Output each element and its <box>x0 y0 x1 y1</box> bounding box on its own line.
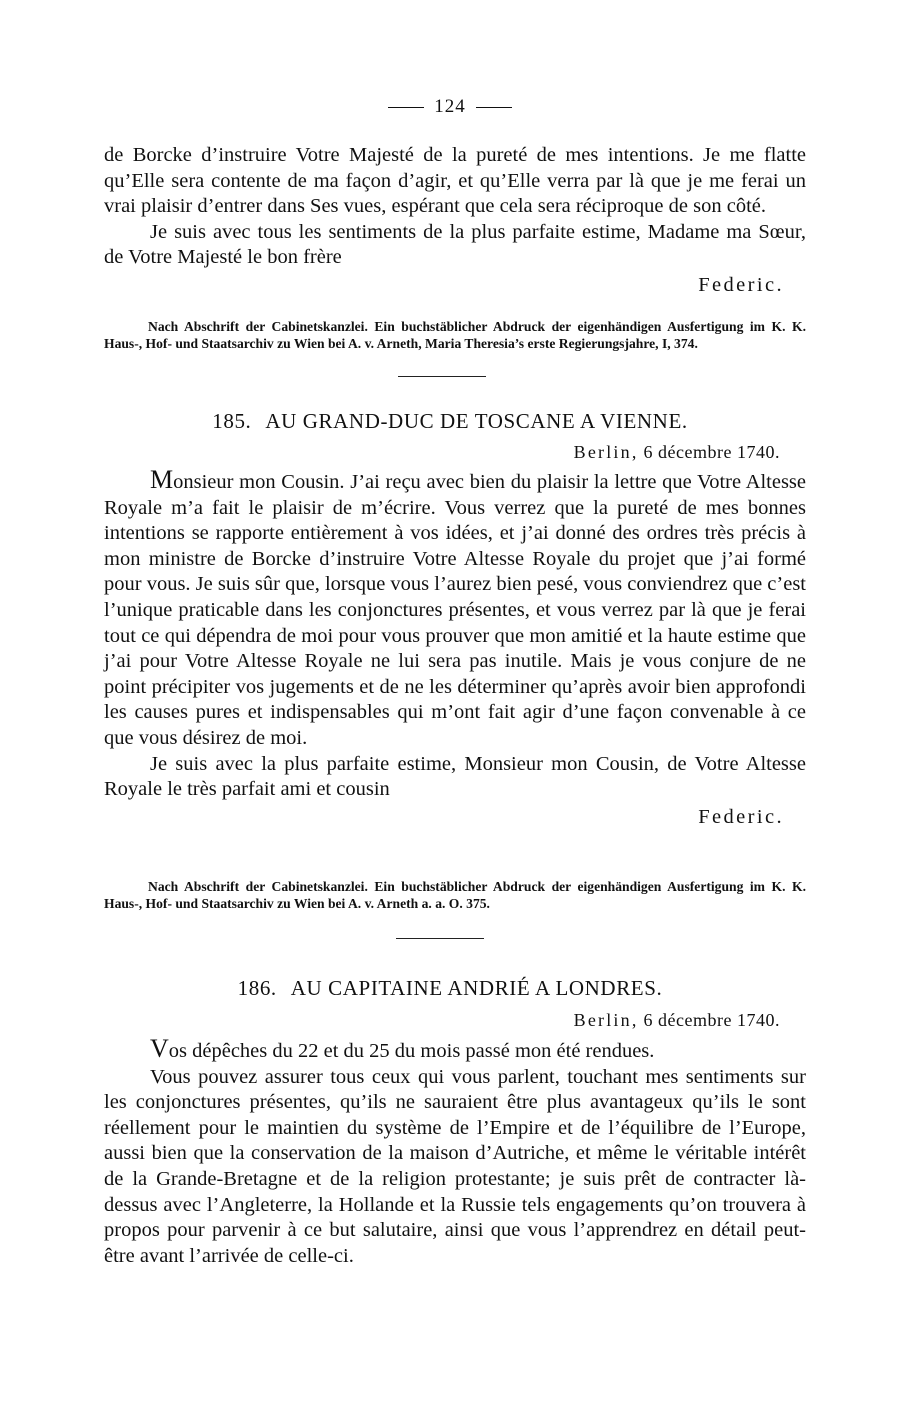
letter-185-date: 6 décembre 1740. <box>643 442 780 462</box>
letter-185-place: Berlin, <box>573 442 639 462</box>
letter-185-heading <box>0 409 900 434</box>
letter-186-initial: V <box>150 1034 169 1063</box>
letter-186-dateline <box>574 1010 780 1031</box>
letter-186-paragraph-1 <box>104 1036 806 1065</box>
letter-184-paragraph: de Borcke d’instruire Votre Majesté de la pureté de mes intentions. Je me flatte qu’Elle sera contente de ma façon d’agir, et qu’Elle verra par là que je me ferai un vrai plaisir d’entrer dans Ses vues, espérant que cela sera réciproque de son côté. <box>104 144 806 218</box>
letter-185-initial: M <box>150 465 174 494</box>
page-number-text: 124 <box>434 96 466 117</box>
letter-184-signature: Federic. <box>698 273 784 296</box>
letter-185-closing <box>104 752 806 831</box>
letter-185-paragraph-text: onsieur mon Cousin. J’ai reçu avec bien du plaisir la lettre que Votre Altesse Royale m’a fait le plaisir de m’écrire. Vous verrez que la pureté de mes bonnes intentions se rapporte entièrement à vos idées, et j’ai donné des ordres très précis à mon ministre de Borcke d’instruire Votre Altesse Royale du projet que j’ai formé pour vous. Je suis sûr que, lorsque vous l’aurez bien pesé, vous conviendrez que c’est l’unique praticable dans les conjonctures présentes, et vous verrez par là que je ferai tout ce qui dépendra de moi pour vous prouver que mon amitié et la haute estime que j’ai pour Votre Altesse Royale ne lui sera pas inutile. Mais je vous conjure de ne point précipiter vos jugements et de ne les déterminer qu’après avoir bien approfondi les causes pures et indispensables qui m’ont fait agir d’une façon convenable à ce que vous désirez de moi. <box>104 471 806 749</box>
letter-185-title: AU GRAND-DUC DE TOSCANE A VIENNE. <box>265 409 688 433</box>
letter-186-paragraph-1-text: os dépêches du 22 et du 25 du mois passé mon été rendues. <box>168 1040 655 1062</box>
letter-186-paragraph-2: Vous pouvez assurer tous ceux qui vous parlent, touchant mes sentiments sur les conjonctures présentes, qu’ils ne sauraient être plus avantageux qu’ils le sont réellement pour le maintien du système de l’Empire et de l’équilibre de l’Europe, aussi bien que la conservation de la maison d’Autriche, et même le véritable intérêt de la Grande-Bretagne et de la religion protestante; je suis prêt de contracter là-dessus avec l’Angleterre, la Hollande et la Russie tels engagements qu’on trouvera à propos pour parvenir à ce but salutaire, ainsi que vous l’apprendrez en détail peut-être avant l’arrivée de celle-ci. <box>104 1065 806 1267</box>
folio-dash-left <box>388 107 424 108</box>
letter-185-footnote: Nach Abschrift der Cabinetskanzlei. Ein buchstäblicher Abdruck der eigenhändigen Ausfertigung im K. K. Haus-, Hof- und Staatsarchiv zu Wien bei A. v. Arneth a. a. O. 375. <box>104 879 806 911</box>
letter-185-paragraph <box>104 467 806 752</box>
section-divider <box>398 376 486 377</box>
letter-186-title: AU CAPITAINE ANDRIÉ A LONDRES. <box>290 976 663 1000</box>
letter-186-body <box>104 1036 806 1269</box>
letter-184-footnote: Nach Abschrift der Cabinetskanzlei. Ein buchstäblicher Abdruck der eigenhändigen Ausfertigung im K. K. Haus-, Hof- und Staatsarchiv zu Wien bei A. v. Arneth, Maria Theresia’s erste Regierungsjahre, I, 374. <box>104 319 806 351</box>
letter-185-closing-text: Je suis avec la plus parfaite estime, Monsieur mon Cousin, de Votre Altesse Royale le très parfait ami et cousin <box>104 752 806 801</box>
letter-186-date: 6 décembre 1740. <box>643 1010 780 1030</box>
section-divider <box>396 938 484 939</box>
letter-185-dateline <box>574 442 780 463</box>
letter-185-number: 185. <box>212 409 252 433</box>
letter-184-closing-text: Je suis avec tous les sentiments de la plus parfaite estime, Madame ma Sœur, de Votre Majesté le bon frère <box>104 220 806 269</box>
letter-185-body <box>104 467 806 830</box>
letter-184-closing <box>104 220 806 299</box>
page-number <box>0 96 900 118</box>
letter-186-heading <box>0 976 900 1001</box>
folio-dash-right <box>476 107 512 108</box>
letter-184-body <box>104 143 806 299</box>
letter-186-place: Berlin, <box>573 1010 639 1030</box>
letter-185-signature: Federic. <box>698 805 784 828</box>
letter-186-number: 186. <box>237 976 277 1000</box>
